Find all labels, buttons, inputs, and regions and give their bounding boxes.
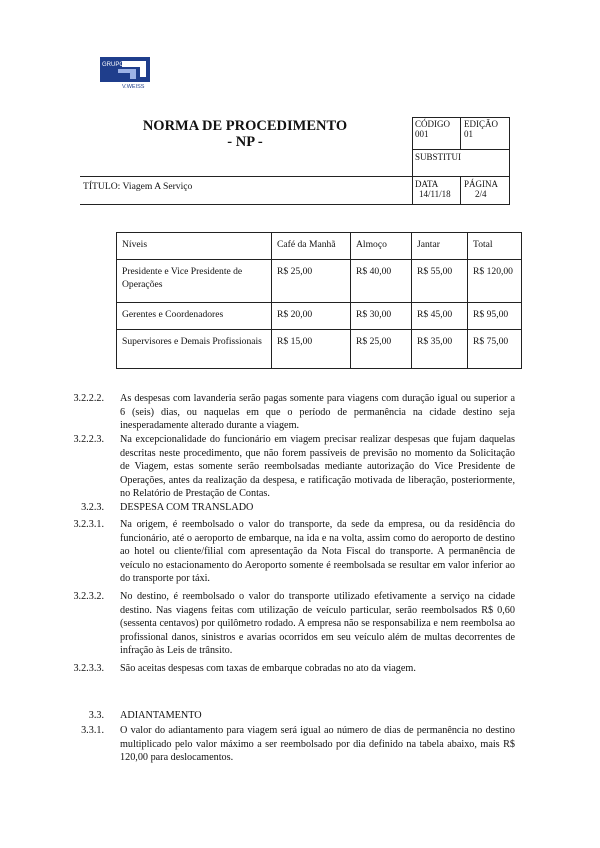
table-cell: R$ 15,00: [272, 330, 351, 369]
codigo-label: CÓDIGO: [415, 119, 450, 129]
table-row: [117, 303, 522, 330]
logo-text-top: GRUPO: [102, 62, 125, 68]
table-cell: Gerentes e Coordenadores: [117, 303, 272, 330]
document-title: NORMA DE PROCEDIMENTO: [142, 118, 348, 134]
table-cell: R$ 55,00: [412, 260, 468, 303]
section-text: Na excepcionalidade do funcionário em viagem precisar realizar despesas que fujam daquelas descritas neste procedimento, que não forem passíveis de previsão no momento da Solicitação de Viagem, estas somente serão reembolsadas mediante autorização do Vice Presidente de Operações, antes da realização da despesa, e ratificação motivada de liberação, posteriormente, no Relatório de Prestação de Contas.: [120, 434, 515, 500]
data-label: DATA: [415, 179, 439, 189]
table-cell: R$ 95,00: [468, 303, 522, 330]
table-cell: R$ 120,00: [468, 260, 522, 303]
table-cell: R$ 25,00: [272, 260, 351, 303]
section-number: 3.2.3.: [81, 502, 104, 513]
logo-text-bottom: V.WEISS: [122, 84, 145, 89]
table-cell: Presidente e Vice Presidente de Operações: [117, 260, 272, 303]
section-number: 3.2.3.1.: [73, 519, 104, 530]
section-text: Na origem, é reembolsado o valor do transporte, da sede da empresa, ou da residência do funcionário, até o aeroporto de embarque, na ida e na volta, assim como do aeroporto de destino ao hotel ou cliente/filial com apresentação da Nota Fiscal do transporte. A permanência de veículo no estacionamento do Aeroporto somente é reembolsada se resultar em valor inferior ao do transporte por táxi.: [120, 519, 515, 585]
edicao-label: EDIÇÃO: [464, 119, 498, 129]
header-cell: Almoço: [351, 233, 412, 260]
table-cell: R$ 40,00: [351, 260, 412, 303]
table-cell: Supervisores e Demais Profissionais: [117, 330, 272, 369]
header-cell: Total: [468, 233, 522, 260]
table-cell: R$ 20,00: [272, 303, 351, 330]
table-header-row: [117, 233, 522, 260]
document-title-block: [140, 118, 350, 150]
section-number: 3.2.2.3.: [73, 434, 104, 445]
table-cell: R$ 75,00: [468, 330, 522, 369]
header-cell: Jantar: [412, 233, 468, 260]
table-cell: R$ 45,00: [412, 303, 468, 330]
table-cell: R$ 35,00: [412, 330, 468, 369]
table-cell: R$ 30,00: [351, 303, 412, 330]
company-logo: [100, 57, 150, 89]
section-number: 3.2.3.3.: [73, 663, 104, 674]
section-text: As despesas com lavanderia serão pagas somente para viagens com duração igual ou superior a 6 (seis) dias, ou naquelas em que o período de permanência na cidade destino seja inesperadamente alterado durante a viagem.: [120, 393, 515, 432]
section-number: 3.3.: [88, 710, 104, 721]
document-subtitle: - NP -: [227, 134, 263, 150]
data-value: 14/11/18: [419, 189, 451, 199]
table-cell: R$ 25,00: [351, 330, 412, 369]
codigo-value: 001: [415, 129, 429, 139]
section-text: São aceitas despesas com taxas de embarque cobradas no ato da viagem.: [120, 663, 416, 674]
section-text: No destino, é reembolsado o valor do transporte utilizado efetivamente a serviço na cidade destino. Nas viagens feitas com utilização de veículo particular, serão reembolsados R$ 0,60 (sessenta centavos) por quilômetro rodado. A empresa não se responsabiliza e nem reembolsa ao profissional danos, sinistros e avarias ocorridos em seu veículo além de multas decorrentes de infração às Leis de trânsito.: [120, 591, 515, 657]
section-number: 3.2.2.2.: [73, 393, 104, 404]
pagina-label: PÁGINA: [464, 179, 499, 189]
header-cell: Café da Manhã: [272, 233, 351, 260]
section-number: 3.3.1.: [81, 725, 104, 736]
table-row: [117, 330, 522, 369]
section-heading: DESPESA COM TRANSLADO: [120, 502, 254, 513]
substitui-label: SUBSTITUI: [415, 152, 462, 162]
meal-allowance-table: [116, 232, 522, 369]
table-row: [117, 260, 522, 303]
section-text: O valor do adiantamento para viagem será igual ao número de dias de permanência no destino multiplicado pelo valor máximo a ser reembolsado por dia definido na tabela abaixo, mais R$ 120,00 para deslocamentos.: [120, 725, 515, 764]
section-heading: ADIANTAMENTO: [120, 710, 202, 721]
titulo-value: Viagem A Serviço: [122, 181, 193, 192]
section-number: 3.2.3.2.: [73, 591, 104, 602]
header-cell: Níveis: [117, 233, 272, 260]
titulo-label: TÍTULO:: [83, 181, 121, 192]
pagina-value: 2/4: [475, 189, 487, 199]
titulo-field: [83, 181, 192, 192]
edicao-value: 01: [464, 129, 473, 139]
